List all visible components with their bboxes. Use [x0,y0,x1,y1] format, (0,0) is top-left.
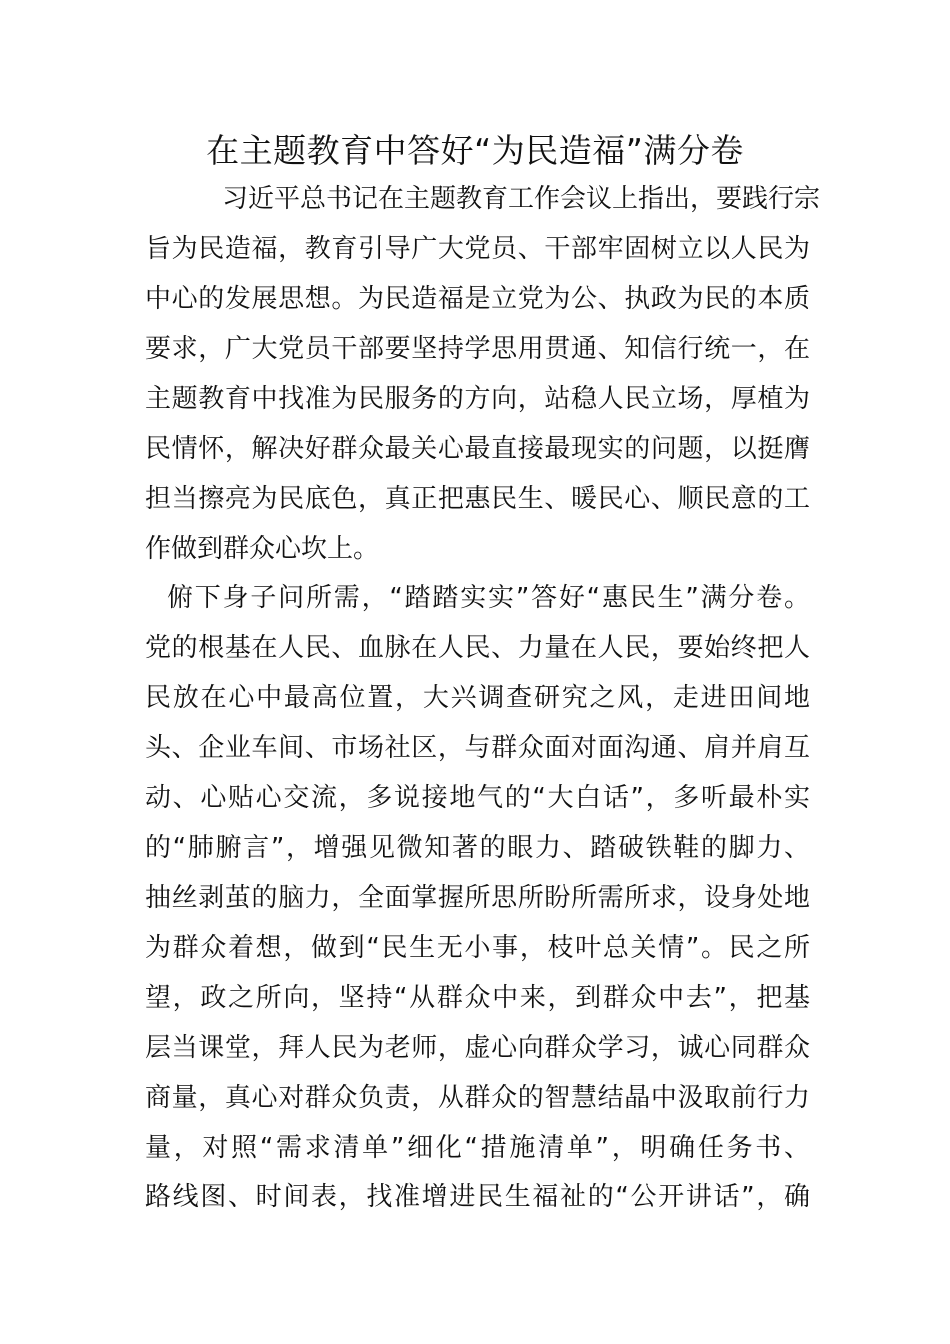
paragraph-1-line-2: 旨为民造福，教育引导广大党员、干部牢固树立以人民为 [145,234,810,264]
paragraph-1-line-5: 主题教育中找准为民服务的方向，站稳人民立场，厚植为 [145,384,810,414]
paragraph-1-line-8: 作做到群众心坎上。 [145,534,380,564]
paragraph-2-line-3: 民放在心中最高位置，大兴调查研究之风，走进田间地 [145,683,810,713]
paragraph-1-line-3: 中心的发展思想。为民造福是立党为公、执政为民的本质 [145,284,810,314]
paragraph-1-line-6: 民情怀，解决好群众最关心最直接最现实的问题，以挺膺 [145,434,810,464]
paragraph-2-line-9: 望，政之所向，坚持“从群众中来，到群众中去”，把基 [145,983,810,1013]
paragraph-1-line-7: 担当擦亮为民底色，真正把惠民生、暖民心、顺民意的工 [145,484,810,514]
paragraph-1-line-4: 要求，广大党员干部要坚持学思用贯通、知信行统一，在 [145,334,810,364]
paragraph-2-line-7: 抽丝剥茧的脑力，全面掌握所思所盼所需所求，设身处地 [145,883,810,913]
paragraph-2-line-1: 俯下身子问所需，“踏踏实实”答好“惠民生”满分卷。 [167,583,810,613]
paragraph-2-line-6: 的“肺腑言”，增强见微知著的眼力、踏破铁鞋的脚力、 [145,833,810,863]
paragraph-2-line-4: 头、企业车间、市场社区，与群众面对面沟通、肩并肩互 [145,733,810,763]
paragraph-2-line-2: 党的根基在人民、血脉在人民、力量在人民，要始终把人 [145,633,810,663]
document-title: 在主题教育中答好“为民造福”满分卷 [206,131,744,170]
paragraph-2-line-11: 商量，真心对群众负责，从群众的智慧结晶中汲取前行力 [145,1083,810,1113]
paragraph-2-line-13: 路线图、时间表，找准增进民生福祉的“公开讲话”，确 [145,1182,810,1212]
paragraph-2-line-12: 量，对照“需求清单”细化“措施清单”，明确任务书、 [145,1133,810,1163]
paragraph-2-line-10: 层当课堂，拜人民为老师，虚心向群众学习，诚心同群众 [145,1033,810,1063]
paragraph-1-line-1: 习近平总书记在主题教育工作会议上指出，要践行宗 [222,184,821,214]
paragraph-2-line-5: 动、心贴心交流，多说接地气的“大白话”，多听最朴实 [145,783,810,813]
paragraph-2-line-8: 为群众着想，做到“民生无小事，枝叶总关情”。民之所 [145,933,810,963]
